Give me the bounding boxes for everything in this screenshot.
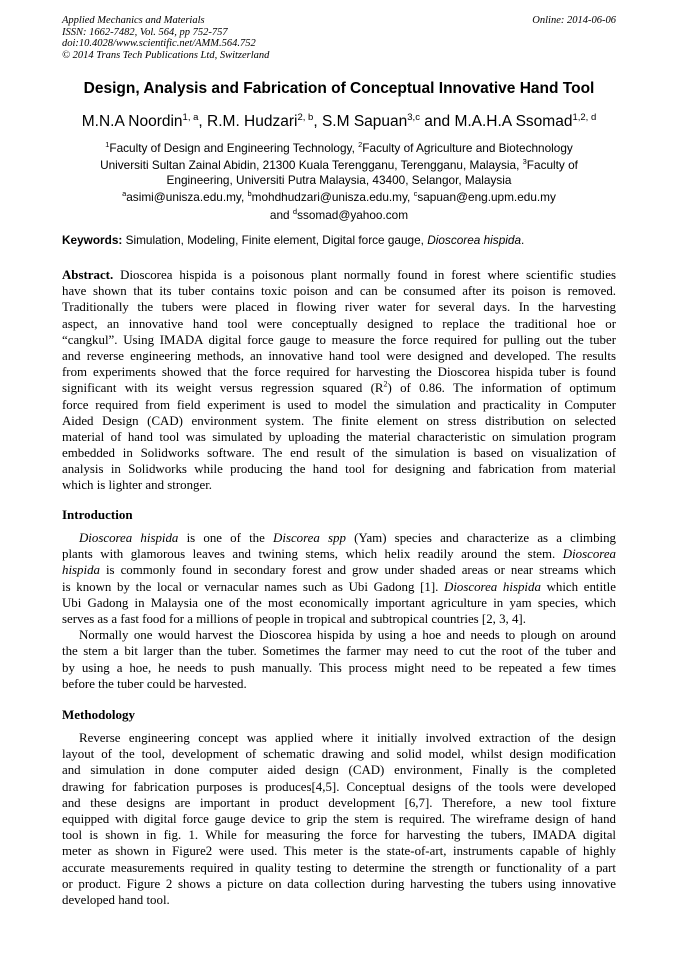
methodology-text (62, 730, 616, 908)
keywords (62, 233, 616, 247)
affiliation-text: Faculty of (526, 158, 578, 173)
intro-line (62, 579, 616, 595)
abstract-line: aspect, an innovative hand tool were conceptually designed to replace the traditional hoe or (62, 316, 616, 331)
author-superscript: 1, a (182, 112, 199, 123)
journal-name: Applied Mechanics and Materials (62, 15, 205, 26)
intro-line (62, 530, 616, 546)
method-line: accurate measurements required in quality testing to determine the strength or functionality of a part (62, 860, 616, 875)
intro-text: is one of the (178, 531, 274, 545)
intro-text: is known by the local or vernacular names such as Ubi Gadong [1]. (62, 579, 445, 594)
affiliation-text: Faculty of Agriculture and Biotechnology (362, 140, 573, 155)
paper-title: Design, Analysis and Fabrication of Conceptual Innovative Hand Tool (83, 80, 595, 97)
abstract-line: analysis in Solidworks while producing the hand tool for designing and fabrication from material (62, 462, 616, 477)
abstract-text: significant with its weight versus regression squared (R (62, 381, 384, 396)
method-line: and simulation in done computer aided design (CAD) environment, Finally is the completed (62, 763, 616, 778)
affiliation-line (60, 138, 618, 155)
abstract-label: Abstract. (62, 268, 114, 282)
email-superscript: a (122, 189, 127, 199)
journal-header (62, 15, 269, 61)
author-superscript: 3,c (407, 112, 420, 123)
introduction-text (62, 530, 616, 692)
abstract-line: force required from field experiment is used to model the simulation and practicality in Computer (62, 397, 616, 412)
email-address: asimi@unisza.edu.my, (126, 190, 248, 205)
email-line (60, 187, 618, 204)
abstract-line: from experiments showed that the force required for harvesting the Dioscorea hispida tuber is found (62, 365, 616, 380)
method-line: layout of the tool, development of schematic drawing and solid model, whilst design modification (62, 747, 616, 762)
abstract-line: “cangkul”. Using IMADA digital force gauge to measure the force required for pulling out the tuber (62, 332, 616, 347)
method-line: or product. Figure 2 shows a picture on data collection during harvesting the tubers using innovative (62, 876, 616, 891)
keywords-label: Keywords: (62, 233, 123, 247)
method-line: and these designs are important in product development [6,7]. Therefore, a new tool fixture (62, 795, 616, 810)
online-date: Online: 2014-06-06 (532, 15, 616, 26)
author-name: R.M. Hudzari (207, 113, 298, 131)
affiliations (60, 138, 618, 222)
email-address: mohdhudzari@unisza.edu.my, (251, 190, 414, 205)
author-name: M.N.A Noordin (81, 113, 183, 131)
italic-text: Dioscorea (562, 547, 616, 562)
abstract-line (62, 267, 616, 283)
intro-line (62, 562, 616, 578)
intro-text: which entitle (540, 579, 616, 594)
email-address: ssomad@yahoo.com (297, 207, 409, 222)
keywords-italic: Dioscorea hispida (427, 233, 522, 247)
abstract-line: Aided Design (CAD) environment system. The finite element on stress distribution on selected (62, 413, 616, 428)
keywords-text: Simulation, Modeling, Finite element, Digital force gauge, (122, 233, 428, 247)
affiliation-text: Universiti Sultan Zainal Abidin, 21300 Kuala Terengganu, Terengganu, Malaysia, (100, 158, 523, 173)
author-list (30, 112, 648, 131)
affiliation-text: Faculty of Design and Engineering Technology, (109, 140, 359, 155)
abstract-line: which is lighter and stronger. (62, 478, 213, 493)
method-line: drawing for fabrication purposes is produces[4,5]. Conceptual designs of the tools were developed (62, 779, 616, 794)
italic-text: hispida (62, 563, 100, 578)
section-heading-introduction: Introduction (62, 507, 133, 522)
intro-line: before the tuber could be harvested. (62, 676, 247, 691)
affiliation-text: and (269, 207, 293, 222)
email-address: sapuan@eng.upm.edu.my (417, 190, 556, 205)
intro-line: by using a hoe, he needs to push manually. This process might need to be repeated a few times (62, 660, 616, 675)
affiliation-superscript: 3 (522, 157, 527, 167)
affiliation-line (60, 155, 618, 172)
author-name: S.M Sapuan (321, 113, 408, 131)
email-superscript: b (247, 189, 252, 199)
author-separator: , (198, 113, 208, 131)
email-superscript: d (292, 206, 298, 216)
italic-text: Dioscorea hispida (444, 579, 541, 594)
journal-issn: ISSN: 1662-7482, Vol. 564, pp 752-757 (62, 26, 228, 38)
method-line: developed hand tool. (62, 892, 170, 907)
intro-line: serves as a fast food for a millions of people in tropical and subtropical countries [2, 3, 4]. (62, 611, 526, 626)
abstract-line: have shown that its tuber contains toxic poison and can be consumed after its poison is removed. (62, 284, 616, 299)
abstract-text: Dioscorea hispida is a poisonous plant normally found in forest where scientific studies (113, 268, 616, 282)
abstract-line: Traditionally the tubers were placed in flowing river water for several days. In the harvesting (62, 300, 616, 315)
abstract (62, 267, 616, 494)
abstract-text: ) of 0.86. The information of optimum (387, 381, 616, 396)
italic-text: Dioscorea hispida (79, 531, 179, 545)
author-separator: and (419, 113, 455, 131)
method-line: meter as shown in Figure2 were used. This meter is the state-of-art, instruments capable of highly (62, 844, 616, 859)
email-line (60, 205, 618, 222)
author-name: M.A.H.A Ssomad (454, 113, 573, 131)
intro-line: Ubi Gadong in Malaysia one of the most economically important agriculture in yam species, which (62, 595, 616, 610)
affiliation-line: Engineering, Universiti Putra Malaysia, 43400, Selangor, Malaysia (166, 172, 512, 187)
affiliation-superscript: 1 (105, 140, 110, 149)
abstract-line: and reverse engineering methods, an innovative hand tool were designed and developed. The results (62, 348, 616, 363)
author-separator: , (313, 113, 322, 131)
italic-text: Discorea spp (273, 531, 346, 545)
intro-line (62, 546, 616, 562)
superscript: 2 (383, 380, 388, 390)
affiliation-superscript: 2 (358, 140, 363, 149)
method-line: Reverse engineering concept was applied where it initially involved extraction of the design (79, 731, 616, 745)
abstract-line: embedded in Solidworks software. The end result of the simulation is based on visualization of (62, 446, 616, 461)
section-heading-methodology: Methodology (62, 707, 135, 722)
author-superscript: 1,2, d (572, 112, 597, 123)
intro-text: is commonly found in secondary forest and grow under shaded areas or near streams which (99, 563, 616, 578)
abstract-line (62, 380, 616, 396)
abstract-line: material of hand tool was simulated by uploading the material characteristic on simulation program (62, 429, 616, 444)
intro-line: the stem a bit larger than the tuber. Sometimes the farmer may need to cut the root of the tuber and (62, 644, 616, 659)
intro-line: Normally one would harvest the Dioscorea hispida by using a hoe and needs to plough on around (79, 628, 616, 643)
intro-text: plants with glamorous leaves and twining stems, which helix readily around the stem. (62, 547, 563, 562)
method-line: equipped with digital force gauge device to grip the stem is required. The wireframe design of hand (62, 811, 616, 826)
intro-text: (Yam) species and characterize as a climbing (345, 531, 616, 545)
journal-doi: doi:10.4028/www.scientific.net/AMM.564.752 (62, 38, 256, 49)
journal-copyright: © 2014 Trans Tech Publications Ltd, Switzerland (62, 49, 270, 61)
method-line: tool is shown in fig. 1. While for measuring the force for harvesting the tubers, IMADA digital (62, 828, 616, 843)
email-superscript: c (413, 189, 418, 199)
author-superscript: 2, b (297, 112, 314, 123)
keywords-end: . (521, 233, 525, 247)
